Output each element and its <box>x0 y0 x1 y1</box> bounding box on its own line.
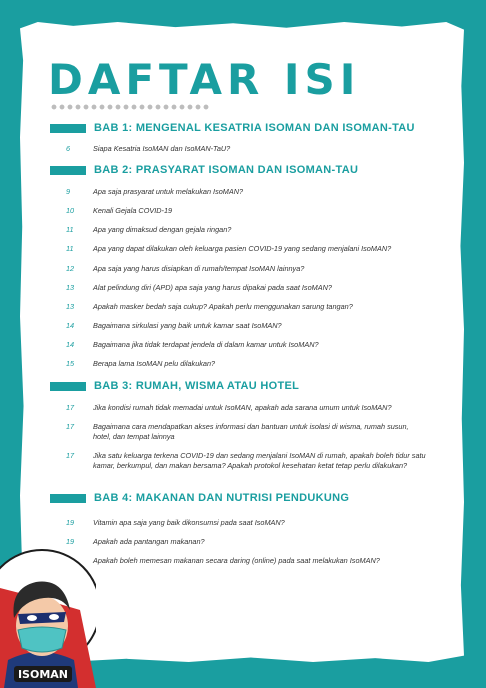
toc-page-number: 9 <box>66 187 71 196</box>
toc-page-number: 17 <box>66 451 75 460</box>
toc-page-number: 14 <box>66 340 75 349</box>
toc-page-number: 13 <box>66 302 75 311</box>
toc-item-text: Apakah masker bedah saja cukup? Apakah perlu menggunakan sarung tangan? <box>93 302 353 311</box>
toc-page-number: 10 <box>66 206 75 215</box>
chapter-bar <box>50 382 86 391</box>
chapter-heading-2[interactable] <box>50 163 358 177</box>
toc-page-number: 11 <box>66 244 74 253</box>
chapter-label: BAB 2: PRASYARAT ISOMAN DAN ISOMAN-TAU <box>94 164 359 176</box>
chapter-bar <box>50 494 86 503</box>
toc-item-text: Apa yang dapat dilakukan oleh keluarga pasien COVID-19 yang sedang menjalani IsoMAN? <box>93 244 392 253</box>
toc-item-text: Jika kondisi rumah tidak memadai untuk IsoMAN, apakah ada sarana umum untuk IsoMAN? <box>93 403 392 412</box>
toc-item-text: Jika satu keluarga terkena COVID-19 dan sedang menjalani IsoMAN di rumah, apakah boleh tidur satu kamar, berkumpul, dan makan bersama? Apakah protokol kesehatan ketat tetap perlu dilakukan? <box>93 451 426 470</box>
toc-page-number: 19 <box>66 537 75 546</box>
toc-item-text: Bagaimana cara mendapatkan akses informasi dan bantuan untuk isolasi di wisma, rumah susun, hotel, dan tempat lainnya <box>93 422 409 441</box>
toc-page-number: 13 <box>66 283 75 292</box>
toc-item-text: Vitamin apa saja yang baik dikonsumsi pada saat IsoMAN? <box>93 518 285 527</box>
toc-page-number: 19 <box>66 518 75 527</box>
chapter-bar <box>50 124 86 133</box>
page-title: DAFTAR ISI <box>48 55 361 104</box>
chapter-bar <box>50 166 86 175</box>
toc-item-text: Alat pelindung diri (APD) apa saja yang harus dipakai pada saat IsoMAN? <box>93 283 332 292</box>
dotted-divider <box>50 104 210 110</box>
isoman-mascot-illustration <box>0 548 96 688</box>
chapter-label: BAB 1: MENGENAL KESATRIA ISOMAN DAN ISOMAN-TAU <box>94 122 415 134</box>
toc-page-number: 12 <box>66 264 75 273</box>
toc-item-text: Bagaimana sirkulasi yang baik untuk kamar saat IsoMAN? <box>93 321 282 330</box>
toc-item-text: Apakah ada pantangan makanan? <box>93 537 205 546</box>
toc-item-text: Apa saja yang harus disiapkan di rumah/tempat IsoMAN lainnya? <box>93 264 305 273</box>
toc-page-number: 15 <box>66 359 75 368</box>
toc-page-number: 6 <box>66 144 71 153</box>
mascot-face-mask <box>18 627 66 652</box>
toc-item-text: Kenali Gejala COVID-19 <box>93 206 173 215</box>
chapter-label: BAB 3: RUMAH, WISMA ATAU HOTEL <box>94 380 300 392</box>
mascot-eye-left <box>27 615 37 621</box>
chapter-heading-1[interactable] <box>50 121 415 135</box>
toc-item-text: Apa saja prasyarat untuk melakukan IsoMAN? <box>93 187 244 196</box>
toc-item-text: Apa yang dimaksud dengan gejala ringan? <box>93 225 232 234</box>
toc-page-number: 17 <box>66 422 75 431</box>
mascot-badge-text: ISOMAN <box>17 668 69 681</box>
toc-item-text: Bagaimana jika tidak terdapat jendela di dalam kamar untuk IsoMAN? <box>93 340 319 349</box>
chapter-heading-3[interactable] <box>50 379 299 393</box>
mascot-eye-right <box>49 614 59 620</box>
toc-page-number: 11 <box>66 225 74 234</box>
toc-page-number: 14 <box>66 321 75 330</box>
toc-item-text: Apakah boleh memesan makanan secara daring (online) pada saat melakukan IsoMAN? <box>93 556 380 565</box>
toc-item-text: Berapa lama IsoMAN pelu dilakukan? <box>93 359 216 368</box>
chapter-label: BAB 4: MAKANAN DAN NUTRISI PENDUKUNG <box>94 492 350 504</box>
chapter-heading-4[interactable] <box>50 491 349 505</box>
toc-item-text: Siapa Kesatria IsoMAN dan IsoMAN-TaU? <box>93 144 231 153</box>
toc-page-number: 17 <box>66 403 75 412</box>
mascot-eye-mask <box>18 612 66 624</box>
